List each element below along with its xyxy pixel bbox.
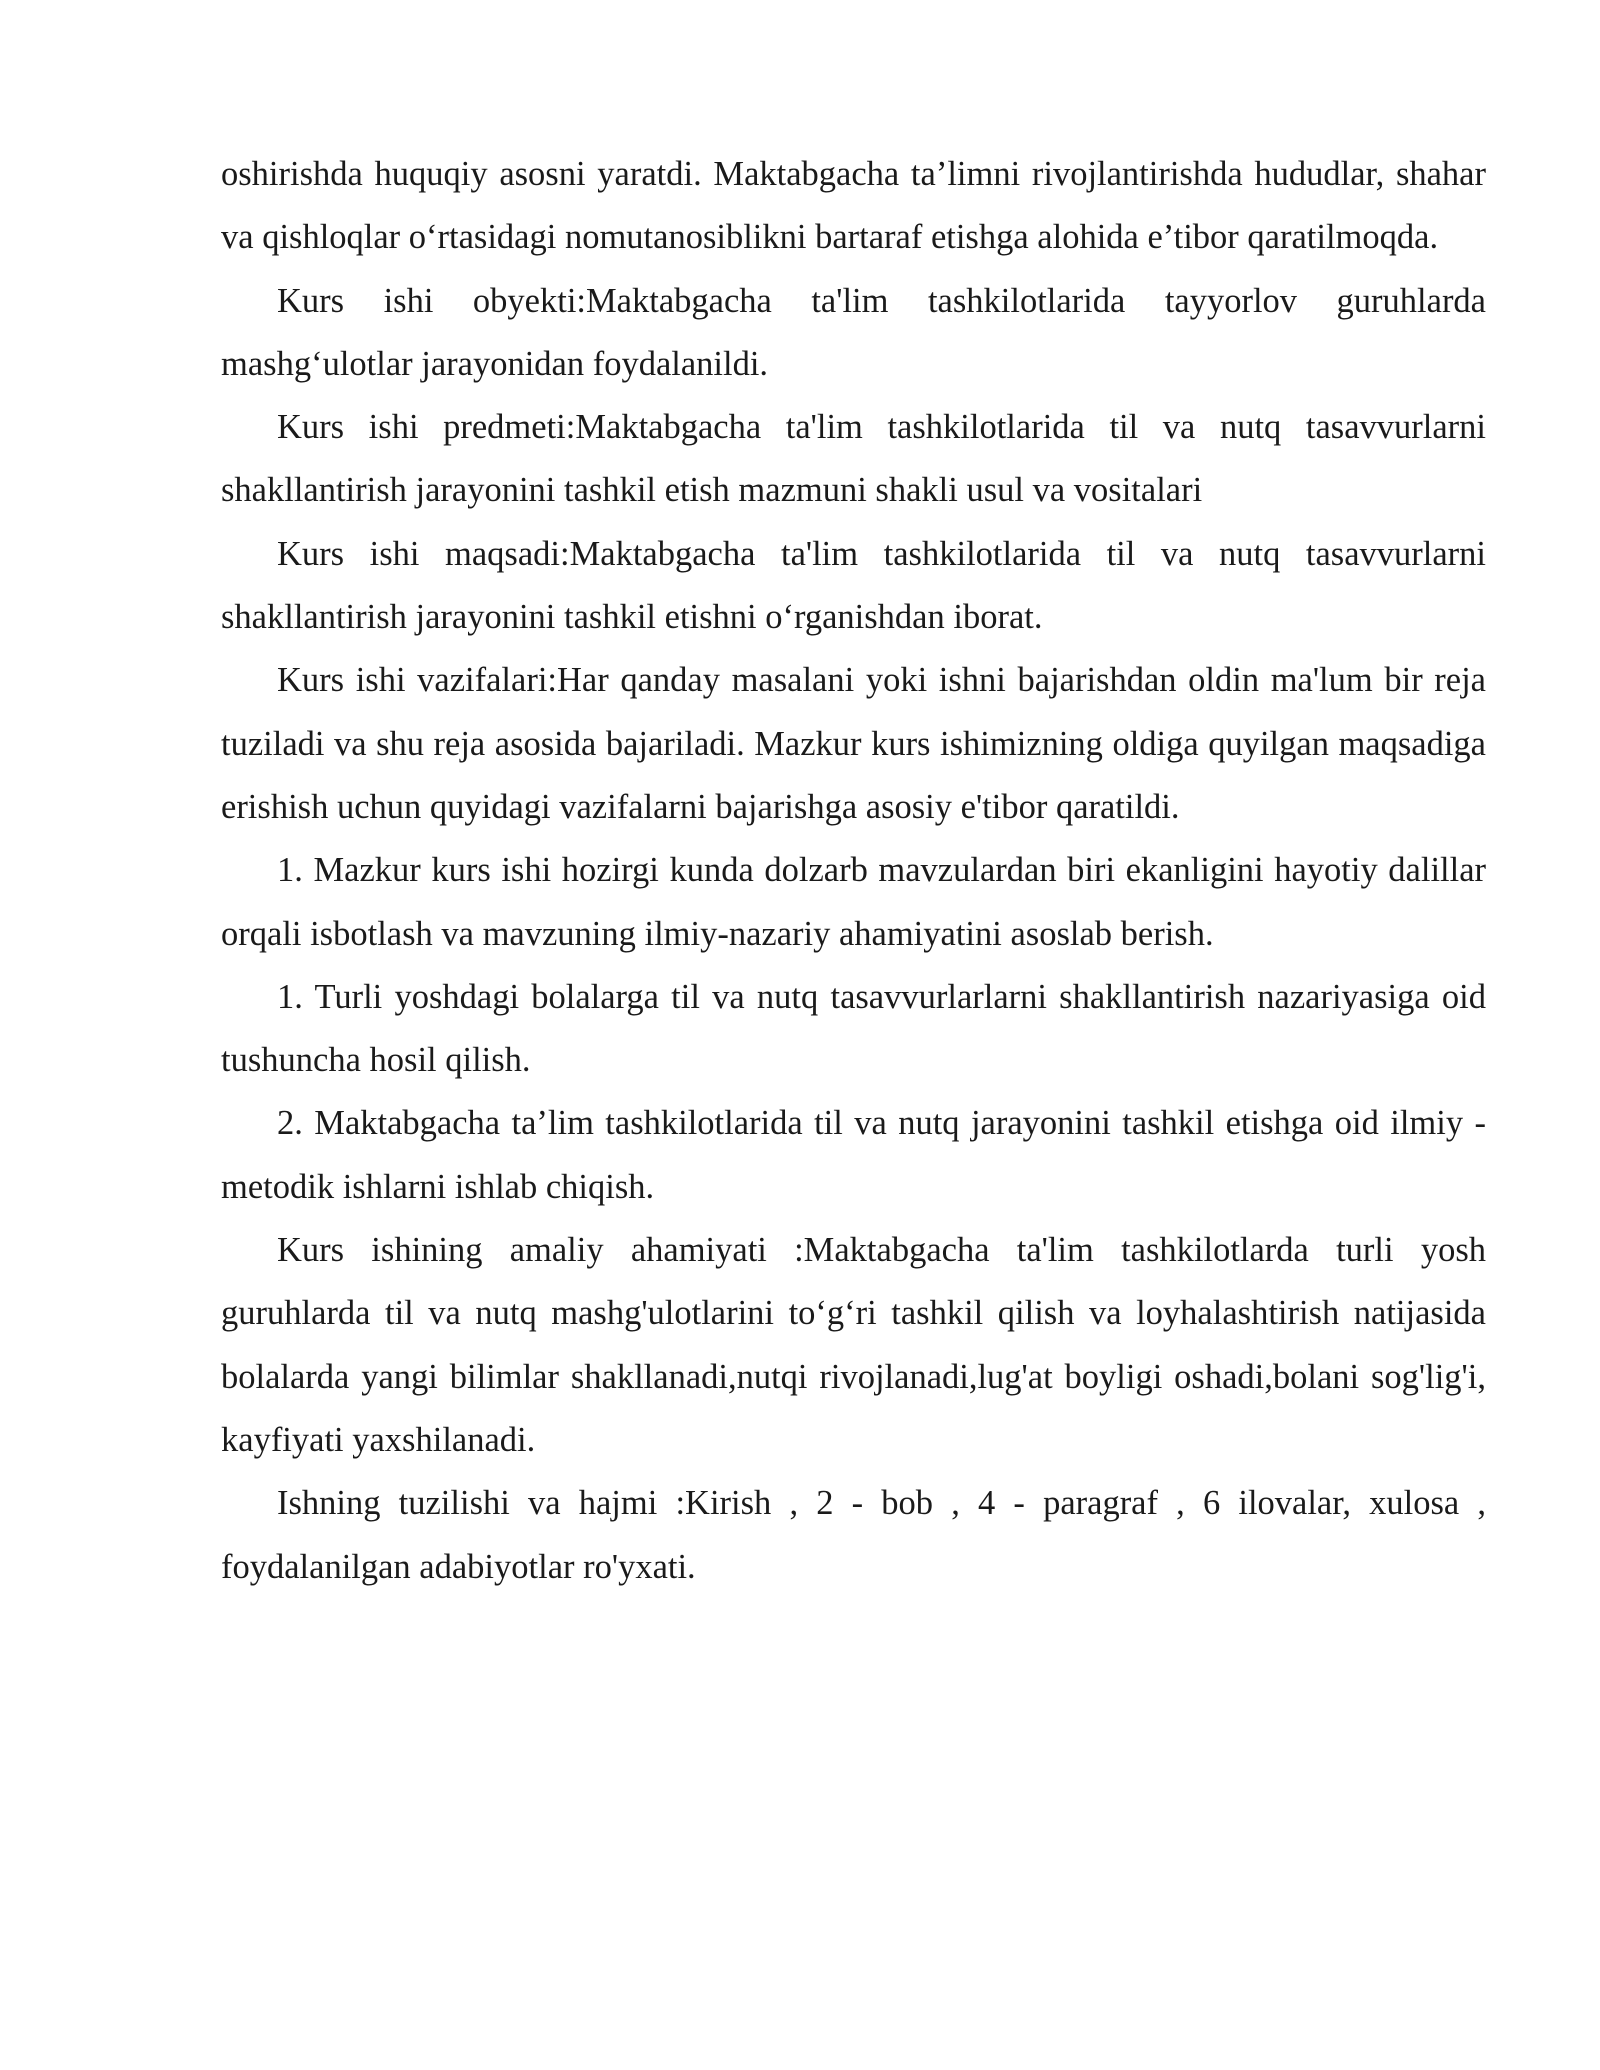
paragraph-task-item-1a: 1. Mazkur kurs ishi hozirgi kunda dolzarb mavzulardan biri ekanligini hayotiy dalillar orqali isbotlash va mavzuning ilmiy-nazariy ahamiyatini asoslab berish. <box>221 851 1486 953</box>
paragraph-task-item-2: 2. Maktabgacha ta’lim tashkilotlarida til va nutq jarayonini tashkil etishga oid ilmiy - metodik ishlarni ishlab chiqish. <box>221 1104 1486 1206</box>
paragraph-practical-significance: Kurs ishining amaliy ahamiyati :Maktabgacha ta'lim tashkilotlarda turli yosh guruhlarda til va nutq mashg'ulotlarini to‘g‘ri tashkil qilish va loyhalashtirish natijasida bolalarda yangi bilimlar shakllanadi,nutqi rivojlanadi,lug'at boyligi oshadi,bolani sog'lig'i, kayfiyati yaxshilanadi. <box>221 1231 1486 1459</box>
paragraph-goal: Kurs ishi maqsadi:Maktabgacha ta'lim tashkilotlarida til va nutq tasavvurlarni shakllantirish jarayonini tashkil etishni o‘rganishdan iborat. <box>221 534 1486 637</box>
paragraph-intro-continuation: oshirishda huquqiy asosni yaratdi. Maktabgacha ta’limni rivojlantirishda hududlar, shahar va qishloqlar o‘rtasidagi nomutanosiblikni bartaraf etishga alohida e’tibor qaratilmoqda. <box>221 155 1486 257</box>
paragraph-subject: Kurs ishi predmeti:Maktabgacha ta'lim tashkilotlarida til va nutq tasavvurlarni shakllantirish jarayonini tashkil etish mazmuni shakli usul va vositalari <box>221 408 1486 510</box>
document-page <box>221 143 1486 1599</box>
paragraph-tasks: Kurs ishi vazifalari:Har qanday masalani yoki ishni bajarishdan oldin ma'lum bir reja tuziladi va shu reja asosida bajariladi. Mazkur kurs ishimizning oldiga quyilgan maqsadiga erishish uchun quyidagi vazifalarni bajarishga asosiy e'tibor qaratildi. <box>221 661 1486 826</box>
paragraph-structure: Ishning tuzilishi va hajmi :Kirish , 2 - bob , 4 - paragraf , 6 ilovalar, xulosa , foydalanilgan adabiyotlar ro'yxati. <box>221 1484 1486 1586</box>
paragraph-task-item-1b: 1. Turli yoshdagi bolalarga til va nutq tasavvurlarlarni shakllantirish nazariyasiga oid tushuncha hosil qilish. <box>221 977 1486 1080</box>
paragraph-object: Kurs ishi obyekti:Maktabgacha ta'lim tashkilotlarida tayyorlov guruhlarda mashg‘ulotlar jarayonidan foydalanildi. <box>221 281 1486 383</box>
